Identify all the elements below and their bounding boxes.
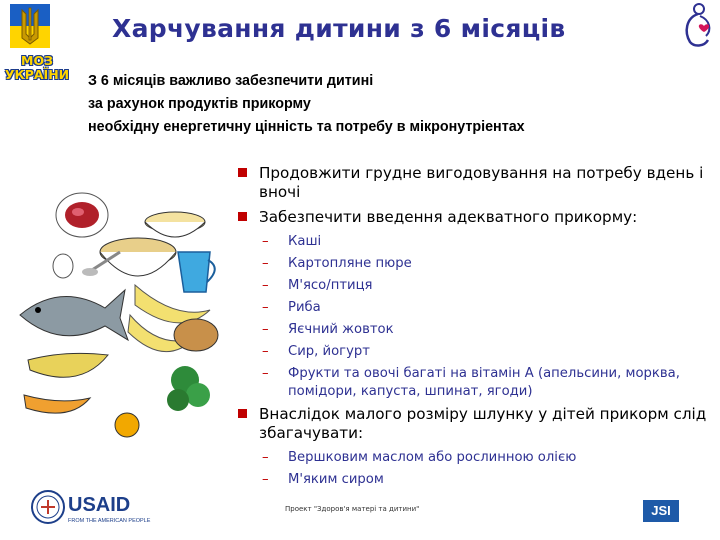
bullet-item — [236, 405, 712, 443]
bowl-icon — [145, 212, 205, 237]
sub-bullet-item: – Вершковим маслом або рослинною олією — [262, 450, 577, 465]
sub-bullet-item: – Яєчний жовток — [262, 322, 394, 337]
sub-bullet-item: – Фрукти та овочі багаті на вітамін А (апельсини, морква, помідори, капуста, шпинат, ягоди) — [262, 366, 680, 399]
sub-bullet-item: – М'яким сиром — [262, 472, 384, 487]
bullet-list — [236, 164, 712, 493]
sub-bullet-item: – Риба — [262, 300, 321, 315]
bullet-text: Продовжити грудне вигодовування на потребу вдень і вночі — [259, 164, 704, 201]
bullet-square-icon — [238, 168, 247, 177]
logo-line1: МОЗ — [21, 53, 53, 68]
bullet-item — [236, 208, 712, 227]
usaid-tagline: FROM THE AMERICAN PEOPLE — [68, 518, 151, 524]
page-title: Харчування дитини з 6 місяців — [112, 14, 566, 43]
usaid-wordmark: USAID — [68, 494, 131, 516]
porridge-bowl-icon — [82, 238, 176, 276]
sub-bullet-item: – Каші — [262, 234, 322, 249]
greens-icon — [167, 366, 210, 411]
sub-bullet-text: Картопляне пюре — [288, 256, 412, 271]
intro-line-1: З 6 місяців важливо забезпечити дитині — [88, 73, 374, 89]
jsi-logo: JSI — [643, 500, 679, 522]
sub-bullet-text: Сир, йогурт — [288, 344, 370, 359]
project-caption: Проект "Здоров'я матері та дитини" — [285, 505, 420, 513]
mother-child-icon — [678, 2, 718, 48]
bullet-item — [236, 164, 712, 202]
intro-text — [88, 70, 713, 139]
usaid-logo — [30, 487, 155, 527]
carrot-icon — [24, 353, 108, 413]
ukraine-coat-of-arms-icon — [10, 4, 50, 48]
bread-icon — [174, 319, 218, 351]
fish-icon — [20, 290, 128, 340]
sub-bullet-text: Яєчний жовток — [288, 322, 394, 337]
logo-line2: УКРАЇНИ — [4, 67, 70, 82]
sub-bullet-text: Риба — [288, 300, 321, 315]
cup-icon — [178, 252, 215, 292]
sub-bullet-item: – Картопляне пюре — [262, 256, 412, 271]
bullet-square-icon — [238, 212, 247, 221]
sub-bullet-text: М'ясо/птиця — [288, 278, 373, 293]
sub-bullet-item: – Сир, йогурт — [262, 344, 370, 359]
sub-bullet-text: Каші — [288, 234, 322, 249]
bullet-square-icon — [238, 409, 247, 418]
sub-bullet-text: Вершковим маслом або рослинною олією — [288, 450, 577, 465]
bullet-text: Забезпечити введення адекватного прикорму: — [259, 208, 638, 226]
intro-line-2: за рахунок продуктів прикорму — [88, 96, 311, 112]
sub-bullet-text: М'яким сиром — [288, 472, 384, 487]
meat-icon — [56, 193, 108, 237]
sub-bullet-item: – М'ясо/птиця — [262, 278, 373, 293]
orange-icon — [115, 413, 139, 437]
egg-icon — [53, 254, 73, 278]
intro-line-3: необхідну енергетичну цінність та потребу в мікронутріентах — [88, 119, 525, 135]
moz-logo — [2, 2, 72, 94]
food-illustration — [10, 190, 230, 440]
bullet-text: Внаслідок малого розміру шлунку у дітей прикорм слід збагачувати: — [259, 405, 707, 442]
sub-bullet-text: Фрукти та овочі багаті на вітамін А (апельсини, морква, помідори, капуста, шпинат, ягоди) — [288, 366, 680, 399]
